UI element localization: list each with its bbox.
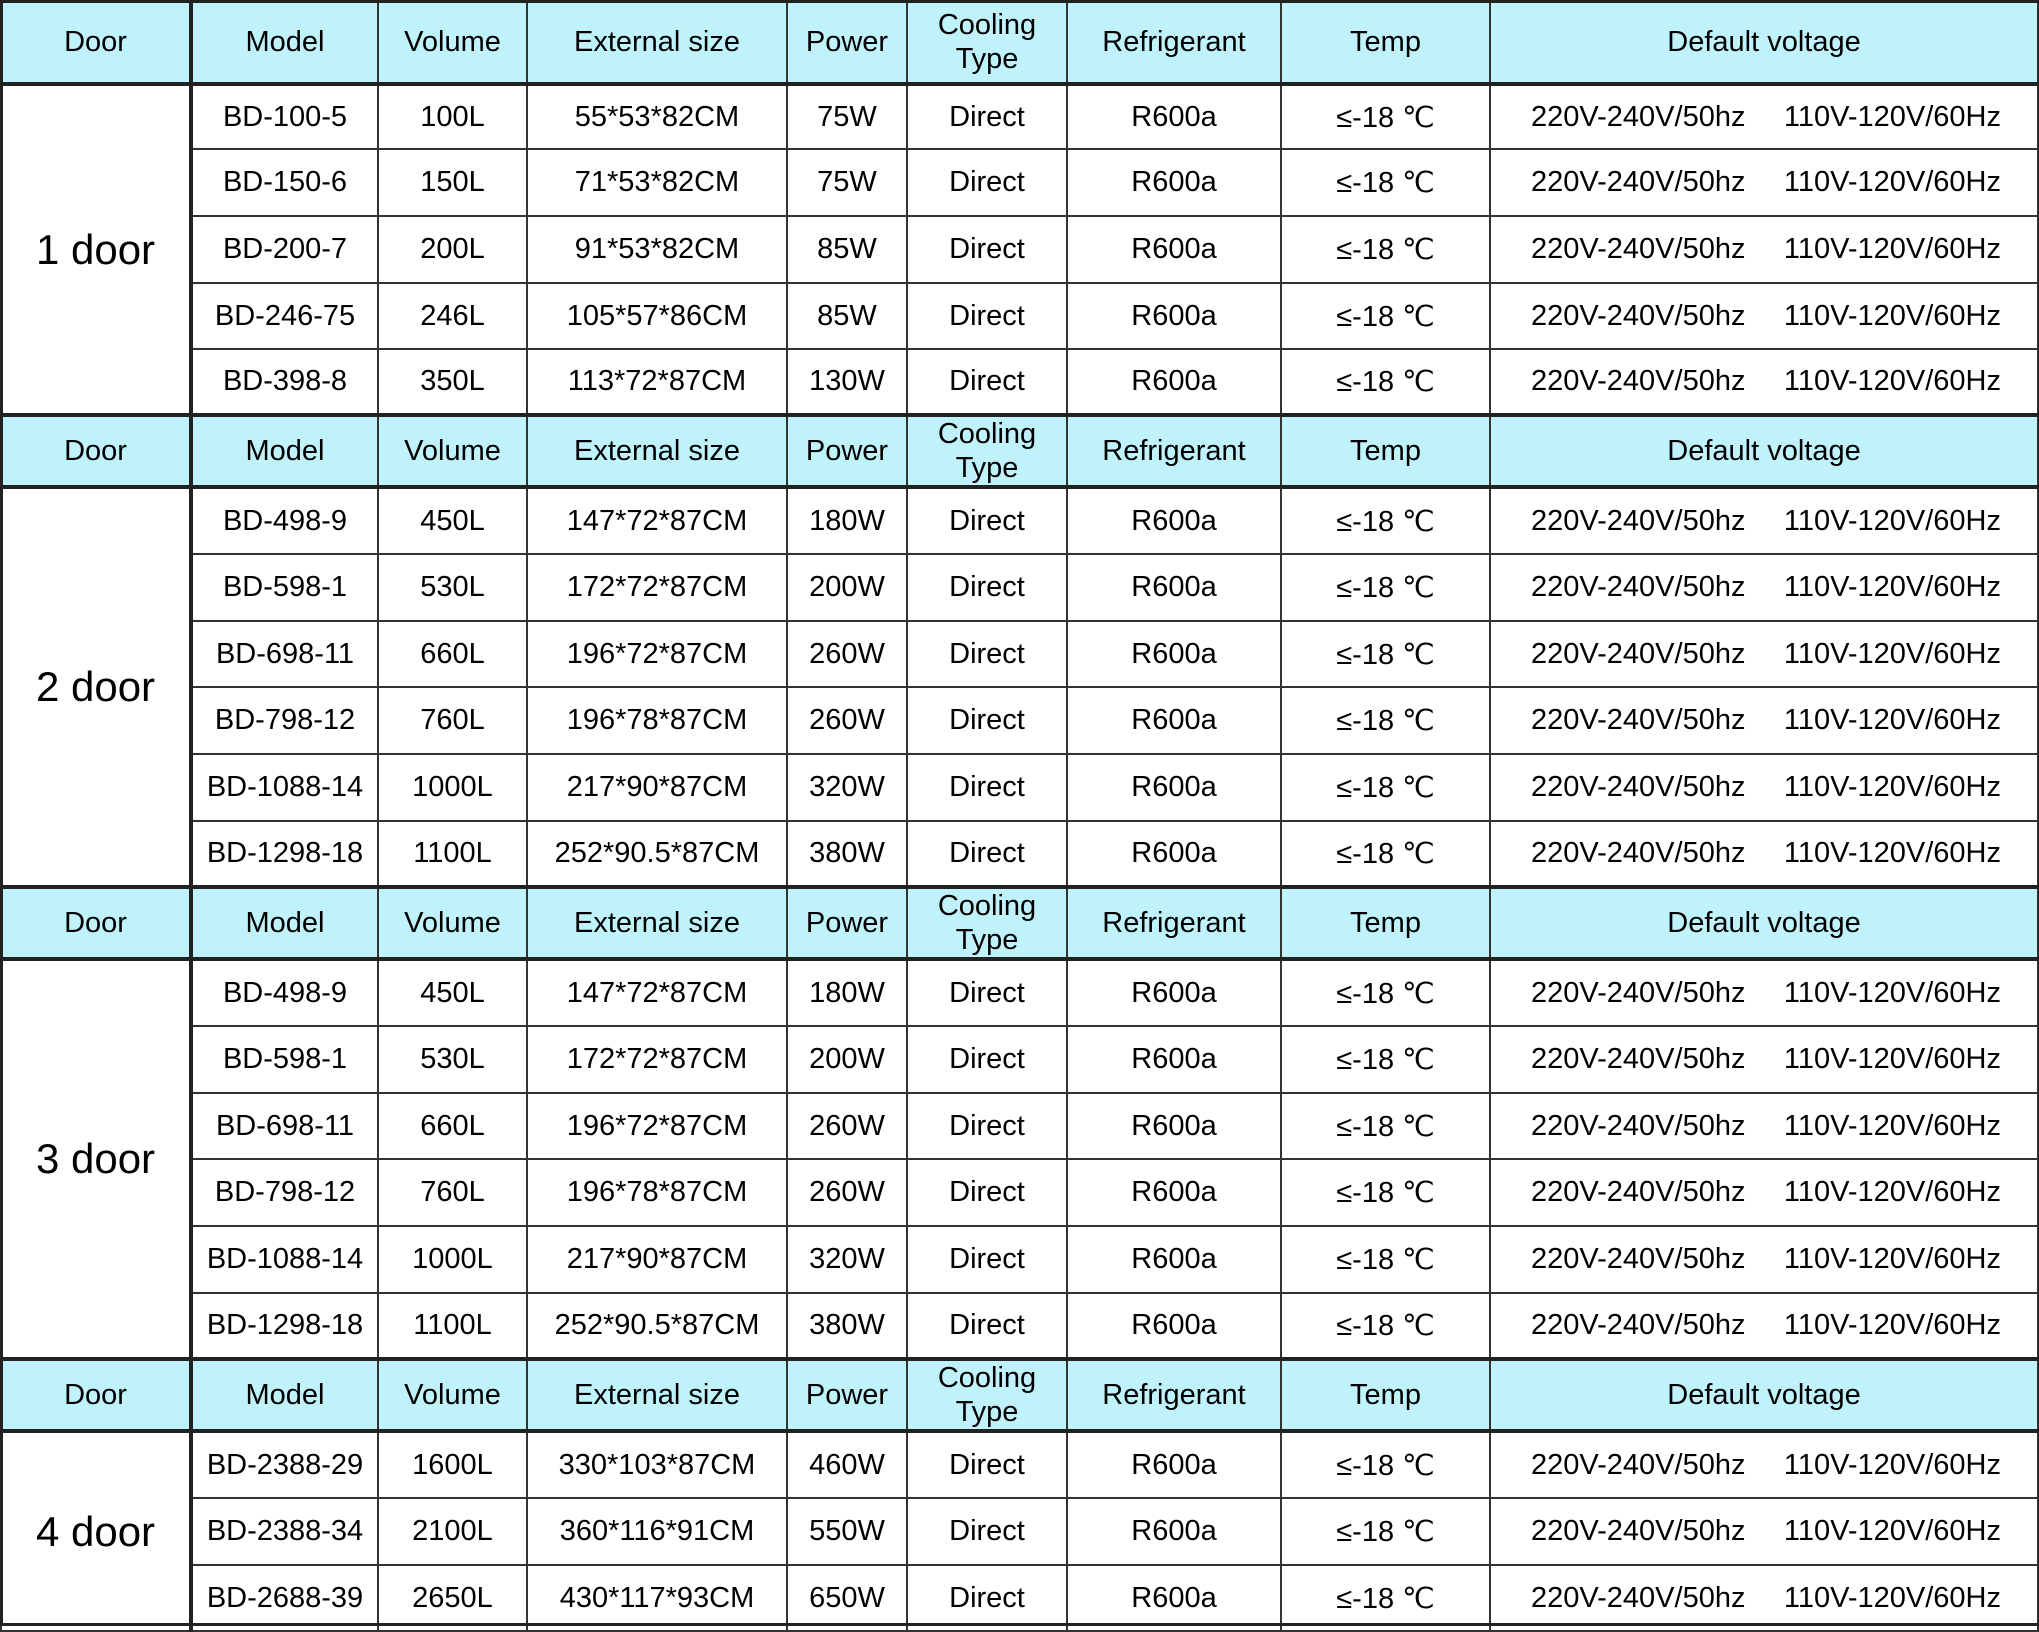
voltage-secondary: 110V-120V/60Hz [1783, 1581, 2001, 1614]
header-cooling-type: Cooling Type [907, 887, 1067, 959]
size-cell: 196*78*87CM [527, 1159, 787, 1226]
cooling-cell: Direct [907, 216, 1067, 283]
temp-cell: ≤-18 ℃ [1281, 1093, 1490, 1159]
voltage-secondary: 110V-120V/60Hz [1783, 1309, 2001, 1341]
table-row [1, 754, 2038, 821]
voltage-primary: 220V-240V/50hz [1531, 1109, 1746, 1142]
voltage-pair [1491, 505, 2037, 538]
refrigerant-cell: R600a [1067, 1431, 1281, 1498]
door-group-label: 4 door [1, 1431, 191, 1631]
temp-cell: ≤-18 ℃ [1281, 1293, 1490, 1359]
voltage-cell [1490, 1293, 2038, 1359]
model-cell: BD-598-1 [191, 554, 378, 621]
header-cooling-type: Cooling Type [907, 1359, 1067, 1431]
voltage-pair [1491, 1515, 2037, 1548]
voltage-cell [1490, 349, 2038, 415]
size-cell: 330*103*87CM [527, 1431, 787, 1498]
voltage-primary: 220V-240V/50hz [1531, 1581, 1746, 1614]
refrigerant-cell: R600a [1067, 84, 1281, 149]
cooling-cell: Direct [907, 1498, 1067, 1565]
voltage-secondary: 110V-120V/60Hz [1783, 571, 2001, 603]
voltage-pair [1491, 1582, 2037, 1615]
cooling-cell: Direct [907, 1093, 1067, 1159]
model-cell: BD-498-9 [191, 487, 378, 554]
header-temp: Temp [1281, 887, 1490, 959]
door-group-label: 3 door [1, 959, 191, 1359]
temp-cell: ≤-18 ℃ [1281, 1431, 1490, 1498]
power-cell: 550W [787, 1498, 907, 1565]
model-cell: BD-698-11 [191, 621, 378, 687]
voltage-secondary: 110V-120V/60Hz [1783, 1515, 2001, 1547]
header-refrigerant: Refrigerant [1067, 415, 1281, 487]
header-external-size: External size [527, 887, 787, 959]
header-door: Door [1, 887, 191, 959]
size-cell: 105*57*86CM [527, 283, 787, 349]
table-row [1, 1293, 2038, 1359]
voltage-secondary: 110V-120V/60Hz [1783, 100, 2001, 133]
refrigerant-cell: R600a [1067, 1293, 1281, 1359]
voltage-secondary: 110V-120V/60Hz [1783, 166, 2001, 198]
temp-cell: ≤-18 ℃ [1281, 554, 1490, 621]
voltage-secondary: 110V-120V/60Hz [1783, 1243, 2001, 1275]
refrigerant-cell: R600a [1067, 1226, 1281, 1293]
header-default-voltage: Default voltage [1490, 1, 2038, 84]
header-refrigerant: Refrigerant [1067, 1, 1281, 84]
voltage-cell [1490, 149, 2038, 216]
model-cell: BD-2388-29 [191, 1431, 378, 1498]
refrigerant-cell: R600a [1067, 1093, 1281, 1159]
table-row [1, 283, 2038, 349]
header-row [1, 887, 2038, 959]
volume-cell: 100L [378, 84, 527, 149]
temp-cell: ≤-18 ℃ [1281, 821, 1490, 887]
model-cell: BD-698-11 [191, 1093, 378, 1159]
volume-cell: 450L [378, 487, 527, 554]
power-cell: 260W [787, 687, 907, 754]
cooling-cell: Direct [907, 1226, 1067, 1293]
voltage-cell [1490, 1226, 2038, 1293]
cooling-cell: Direct [907, 487, 1067, 554]
cooling-cell: Direct [907, 621, 1067, 687]
table-row [1, 1093, 2038, 1159]
refrigerant-cell: R600a [1067, 1026, 1281, 1093]
voltage-primary: 220V-240V/50hz [1531, 1448, 1746, 1481]
header-model: Model [191, 1, 378, 84]
volume-cell: 660L [378, 1093, 527, 1159]
header-temp: Temp [1281, 1, 1490, 84]
cooling-cell: Direct [907, 554, 1067, 621]
table-row [1, 1159, 2038, 1226]
size-cell: 252*90.5*87CM [527, 1293, 787, 1359]
voltage-pair [1491, 638, 2037, 671]
model-cell: BD-246-75 [191, 283, 378, 349]
header-power: Power [787, 415, 907, 487]
temp-cell: ≤-18 ℃ [1281, 149, 1490, 216]
voltage-pair [1491, 233, 2037, 266]
voltage-cell [1490, 487, 2038, 554]
voltage-pair [1491, 1176, 2037, 1209]
voltage-cell [1490, 216, 2038, 283]
refrigerant-cell: R600a [1067, 621, 1281, 687]
voltage-secondary: 110V-120V/60Hz [1783, 365, 2001, 397]
voltage-primary: 220V-240V/50hz [1531, 100, 1746, 133]
power-cell: 380W [787, 1293, 907, 1359]
volume-cell: 450L [378, 959, 527, 1026]
voltage-secondary: 110V-120V/60Hz [1783, 233, 2001, 265]
voltage-cell [1490, 621, 2038, 687]
cooling-cell: Direct [907, 84, 1067, 149]
volume-cell: 2100L [378, 1498, 527, 1565]
voltage-primary: 220V-240V/50hz [1531, 1515, 1746, 1547]
power-cell: 200W [787, 1026, 907, 1093]
voltage-secondary: 110V-120V/60Hz [1783, 504, 2001, 537]
cooling-cell: Direct [907, 754, 1067, 821]
cooling-cell: Direct [907, 687, 1067, 754]
size-cell: 147*72*87CM [527, 959, 787, 1026]
refrigerant-cell: R600a [1067, 283, 1281, 349]
power-cell: 260W [787, 1159, 907, 1226]
volume-cell: 530L [378, 1026, 527, 1093]
header-temp: Temp [1281, 415, 1490, 487]
temp-cell: ≤-18 ℃ [1281, 1565, 1490, 1631]
cooling-cell: Direct [907, 1431, 1067, 1498]
header-external-size: External size [527, 1359, 787, 1431]
size-cell: 360*116*91CM [527, 1498, 787, 1565]
power-cell: 85W [787, 283, 907, 349]
model-cell: BD-798-12 [191, 687, 378, 754]
refrigerant-cell: R600a [1067, 349, 1281, 415]
cooling-cell: Direct [907, 821, 1067, 887]
voltage-primary: 220V-240V/50hz [1531, 976, 1746, 1009]
cooling-cell: Direct [907, 283, 1067, 349]
voltage-secondary: 110V-120V/60Hz [1783, 704, 2001, 736]
model-cell: BD-798-12 [191, 1159, 378, 1226]
model-cell: BD-498-9 [191, 959, 378, 1026]
voltage-primary: 220V-240V/50hz [1531, 1176, 1746, 1208]
voltage-secondary: 110V-120V/60Hz [1783, 299, 2001, 332]
header-cooling-type: Cooling Type [907, 1, 1067, 84]
size-cell: 430*117*93CM [527, 1565, 787, 1631]
temp-cell: ≤-18 ℃ [1281, 1498, 1490, 1565]
voltage-secondary: 110V-120V/60Hz [1783, 1043, 2001, 1075]
voltage-cell [1490, 1159, 2038, 1226]
voltage-cell [1490, 754, 2038, 821]
model-cell: BD-2688-39 [191, 1565, 378, 1631]
size-cell: 55*53*82CM [527, 84, 787, 149]
refrigerant-cell: R600a [1067, 1498, 1281, 1565]
header-row [1, 1359, 2038, 1431]
model-cell: BD-1298-18 [191, 1293, 378, 1359]
header-external-size: External size [527, 415, 787, 487]
volume-cell: 1000L [378, 754, 527, 821]
size-cell: 217*90*87CM [527, 754, 787, 821]
voltage-pair [1491, 300, 2037, 333]
voltage-pair [1491, 771, 2037, 804]
refrigerant-cell: R600a [1067, 554, 1281, 621]
voltage-primary: 220V-240V/50hz [1531, 1243, 1746, 1275]
header-volume: Volume [378, 887, 527, 959]
header-model: Model [191, 1359, 378, 1431]
refrigerant-cell: R600a [1067, 1565, 1281, 1631]
voltage-primary: 220V-240V/50hz [1531, 637, 1746, 670]
voltage-cell [1490, 84, 2038, 149]
table-row [1, 687, 2038, 754]
voltage-pair [1491, 1449, 2037, 1482]
refrigerant-cell: R600a [1067, 687, 1281, 754]
power-cell: 75W [787, 84, 907, 149]
table-row [1, 1226, 2038, 1293]
voltage-pair [1491, 704, 2037, 737]
size-cell: 196*78*87CM [527, 687, 787, 754]
voltage-cell [1490, 1093, 2038, 1159]
size-cell: 196*72*87CM [527, 1093, 787, 1159]
header-model: Model [191, 887, 378, 959]
model-cell: BD-598-1 [191, 1026, 378, 1093]
refrigerant-cell: R600a [1067, 487, 1281, 554]
refrigerant-cell: R600a [1067, 754, 1281, 821]
voltage-cell [1490, 1565, 2038, 1631]
table-row [1, 216, 2038, 283]
size-cell: 217*90*87CM [527, 1226, 787, 1293]
power-cell: 320W [787, 754, 907, 821]
voltage-primary: 220V-240V/50hz [1531, 837, 1746, 869]
model-cell: BD-150-6 [191, 149, 378, 216]
power-cell: 200W [787, 554, 907, 621]
volume-cell: 660L [378, 621, 527, 687]
voltage-cell [1490, 1431, 2038, 1498]
power-cell: 130W [787, 349, 907, 415]
volume-cell: 2650L [378, 1565, 527, 1631]
table-row [1, 621, 2038, 687]
voltage-secondary: 110V-120V/60Hz [1783, 1448, 2001, 1481]
power-cell: 380W [787, 821, 907, 887]
power-cell: 460W [787, 1431, 907, 1498]
voltage-primary: 220V-240V/50hz [1531, 1043, 1746, 1075]
header-row [1, 1, 2038, 84]
model-cell: BD-1088-14 [191, 1226, 378, 1293]
temp-cell: ≤-18 ℃ [1281, 754, 1490, 821]
temp-cell: ≤-18 ℃ [1281, 621, 1490, 687]
voltage-primary: 220V-240V/50hz [1531, 504, 1746, 537]
voltage-cell [1490, 1498, 2038, 1565]
voltage-secondary: 110V-120V/60Hz [1783, 837, 2001, 869]
table-row [1, 959, 2038, 1026]
volume-cell: 350L [378, 349, 527, 415]
header-refrigerant: Refrigerant [1067, 887, 1281, 959]
voltage-secondary: 110V-120V/60Hz [1783, 976, 2001, 1009]
voltage-cell [1490, 959, 2038, 1026]
voltage-primary: 220V-240V/50hz [1531, 571, 1746, 603]
voltage-primary: 220V-240V/50hz [1531, 365, 1746, 397]
table-body [1, 1, 2038, 1631]
voltage-pair [1491, 1309, 2037, 1342]
cooling-cell: Direct [907, 1293, 1067, 1359]
header-power: Power [787, 887, 907, 959]
header-volume: Volume [378, 415, 527, 487]
voltage-pair [1491, 977, 2037, 1010]
voltage-pair [1491, 1243, 2037, 1276]
refrigerant-cell: R600a [1067, 821, 1281, 887]
voltage-pair [1491, 837, 2037, 870]
header-model: Model [191, 415, 378, 487]
header-door: Door [1, 1, 191, 84]
volume-cell: 1000L [378, 1226, 527, 1293]
voltage-secondary: 110V-120V/60Hz [1783, 1176, 2001, 1208]
temp-cell: ≤-18 ℃ [1281, 487, 1490, 554]
table-row [1, 1026, 2038, 1093]
model-cell: BD-200-7 [191, 216, 378, 283]
voltage-secondary: 110V-120V/60Hz [1783, 1109, 2001, 1142]
temp-cell: ≤-18 ℃ [1281, 283, 1490, 349]
temp-cell: ≤-18 ℃ [1281, 349, 1490, 415]
volume-cell: 530L [378, 554, 527, 621]
voltage-cell [1490, 283, 2038, 349]
refrigerant-cell: R600a [1067, 959, 1281, 1026]
table-row [1, 349, 2038, 415]
voltage-pair [1491, 101, 2037, 134]
table-row [1, 487, 2038, 554]
cooling-cell: Direct [907, 1565, 1067, 1631]
cooling-cell: Direct [907, 1159, 1067, 1226]
header-door: Door [1, 415, 191, 487]
cooling-cell: Direct [907, 1026, 1067, 1093]
voltage-cell [1490, 821, 2038, 887]
size-cell: 91*53*82CM [527, 216, 787, 283]
header-temp: Temp [1281, 1359, 1490, 1431]
header-power: Power [787, 1359, 907, 1431]
header-volume: Volume [378, 1359, 527, 1431]
voltage-pair [1491, 365, 2037, 398]
cooling-cell: Direct [907, 349, 1067, 415]
table-row [1, 1565, 2038, 1631]
power-cell: 180W [787, 487, 907, 554]
power-cell: 260W [787, 1093, 907, 1159]
volume-cell: 200L [378, 216, 527, 283]
voltage-pair [1491, 1110, 2037, 1143]
refrigerant-cell: R600a [1067, 216, 1281, 283]
table-row [1, 149, 2038, 216]
refrigerant-cell: R600a [1067, 149, 1281, 216]
model-cell: BD-2388-34 [191, 1498, 378, 1565]
voltage-primary: 220V-240V/50hz [1531, 1309, 1746, 1341]
header-volume: Volume [378, 1, 527, 84]
voltage-secondary: 110V-120V/60Hz [1783, 637, 2001, 670]
voltage-pair [1491, 571, 2037, 604]
temp-cell: ≤-18 ℃ [1281, 687, 1490, 754]
voltage-cell [1490, 1026, 2038, 1093]
table-row [1, 554, 2038, 621]
table-row [1, 84, 2038, 149]
header-cooling-type: Cooling Type [907, 415, 1067, 487]
header-power: Power [787, 1, 907, 84]
size-cell: 172*72*87CM [527, 554, 787, 621]
volume-cell: 1600L [378, 1431, 527, 1498]
size-cell: 71*53*82CM [527, 149, 787, 216]
header-door: Door [1, 1359, 191, 1431]
temp-cell: ≤-18 ℃ [1281, 216, 1490, 283]
size-cell: 147*72*87CM [527, 487, 787, 554]
cooling-cell: Direct [907, 959, 1067, 1026]
header-external-size: External size [527, 1, 787, 84]
model-cell: BD-1298-18 [191, 821, 378, 887]
model-cell: BD-398-8 [191, 349, 378, 415]
model-cell: BD-1088-14 [191, 754, 378, 821]
power-cell: 180W [787, 959, 907, 1026]
volume-cell: 150L [378, 149, 527, 216]
power-cell: 650W [787, 1565, 907, 1631]
voltage-primary: 220V-240V/50hz [1531, 166, 1746, 198]
volume-cell: 1100L [378, 1293, 527, 1359]
size-cell: 252*90.5*87CM [527, 821, 787, 887]
voltage-secondary: 110V-120V/60Hz [1783, 771, 2001, 803]
temp-cell: ≤-18 ℃ [1281, 84, 1490, 149]
voltage-cell [1490, 687, 2038, 754]
voltage-primary: 220V-240V/50hz [1531, 299, 1746, 332]
power-cell: 260W [787, 621, 907, 687]
table-row [1, 821, 2038, 887]
header-default-voltage: Default voltage [1490, 887, 2038, 959]
table-row [1, 1498, 2038, 1565]
voltage-cell [1490, 554, 2038, 621]
volume-cell: 1100L [378, 821, 527, 887]
power-cell: 75W [787, 149, 907, 216]
volume-cell: 760L [378, 1159, 527, 1226]
voltage-primary: 220V-240V/50hz [1531, 233, 1746, 265]
voltage-pair [1491, 1043, 2037, 1076]
volume-cell: 760L [378, 687, 527, 754]
voltage-primary: 220V-240V/50hz [1531, 704, 1746, 736]
power-cell: 320W [787, 1226, 907, 1293]
temp-cell: ≤-18 ℃ [1281, 1159, 1490, 1226]
header-default-voltage: Default voltage [1490, 415, 2038, 487]
temp-cell: ≤-18 ℃ [1281, 1026, 1490, 1093]
cooling-cell: Direct [907, 149, 1067, 216]
table-row [1, 1431, 2038, 1498]
size-cell: 172*72*87CM [527, 1026, 787, 1093]
voltage-pair [1491, 166, 2037, 199]
refrigerant-cell: R600a [1067, 1159, 1281, 1226]
header-refrigerant: Refrigerant [1067, 1359, 1281, 1431]
header-default-voltage: Default voltage [1490, 1359, 2038, 1431]
door-group-label: 1 door [1, 84, 191, 415]
volume-cell: 246L [378, 283, 527, 349]
power-cell: 85W [787, 216, 907, 283]
size-cell: 113*72*87CM [527, 349, 787, 415]
size-cell: 196*72*87CM [527, 621, 787, 687]
door-group-label: 2 door [1, 487, 191, 887]
temp-cell: ≤-18 ℃ [1281, 959, 1490, 1026]
header-row [1, 415, 2038, 487]
model-cell: BD-100-5 [191, 84, 378, 149]
voltage-primary: 220V-240V/50hz [1531, 771, 1746, 803]
temp-cell: ≤-18 ℃ [1281, 1226, 1490, 1293]
